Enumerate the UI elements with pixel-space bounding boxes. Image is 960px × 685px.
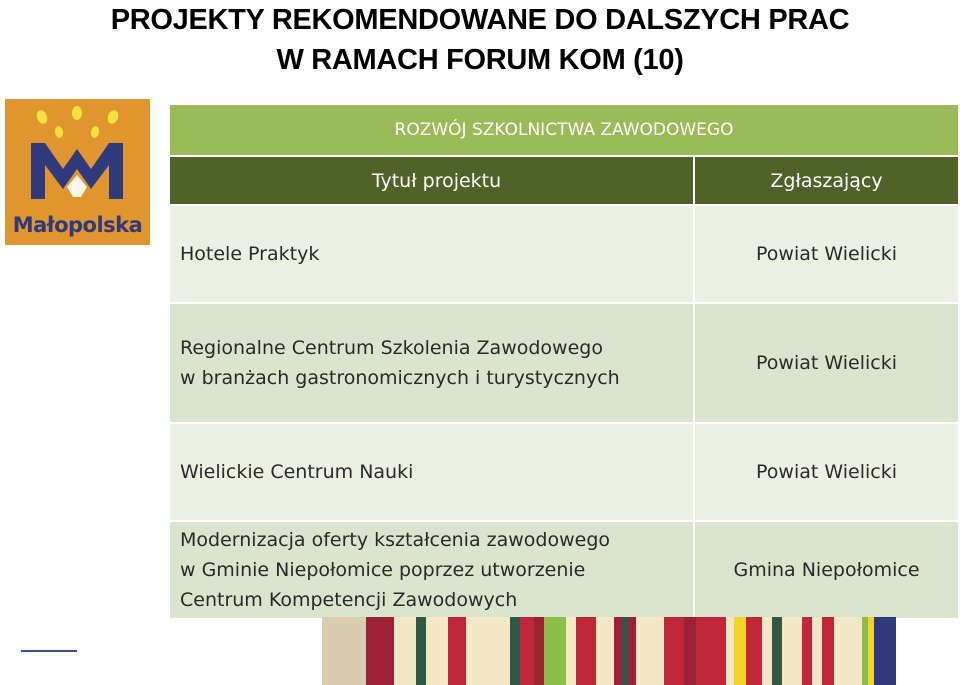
- applicant-cell: Powiat Wielicki: [756, 352, 897, 374]
- applicant-cell: Gmina Niepołomice: [733, 559, 920, 581]
- table-row: [170, 304, 958, 424]
- malopolska-logo: [5, 99, 150, 245]
- table-section-title: ROZWÓJ SZKOLNICTWA ZAWODOWEGO: [170, 105, 958, 157]
- header-applicant: Zgłaszający: [770, 169, 883, 192]
- project-title-line: Modernizacja oferty kształcenia zawodowego: [180, 529, 611, 551]
- project-title-cell: [170, 522, 695, 618]
- footer-accent-line: [21, 650, 77, 652]
- project-title-line: Wielickie Centrum Nauki: [180, 461, 414, 483]
- slide-title-line-2: W RAMACH FORUM KOM (10): [276, 44, 684, 76]
- table-row: [170, 206, 958, 304]
- header-project-title: Tytuł projektu: [170, 157, 695, 204]
- projects-table: [170, 105, 958, 620]
- slide-title-line-1: PROJEKTY REKOMENDOWANE DO DALSZYCH PRAC: [110, 4, 850, 36]
- slide-title: [0, 0, 960, 80]
- footer-stripes-decoration: [322, 617, 896, 685]
- applicant-cell: Powiat Wielicki: [756, 461, 897, 483]
- table-row: [170, 522, 958, 620]
- logo-text: Małopolska: [12, 213, 143, 237]
- table-row: [170, 424, 958, 522]
- project-title-line: Hotele Praktyk: [180, 243, 320, 265]
- project-title-cell: [170, 304, 695, 422]
- project-title-cell: [170, 424, 695, 520]
- project-title-line: w Gminie Niepołomice poprzez utworzenie: [180, 559, 586, 581]
- project-title-line: Centrum Kompetencji Zawodowych: [180, 589, 518, 611]
- project-title-line: w branżach gastronomicznych i turystycznych: [180, 367, 620, 389]
- applicant-cell: Powiat Wielicki: [756, 243, 897, 265]
- table-header-row: [170, 157, 958, 206]
- project-title-line: Regionalne Centrum Szkolenia Zawodowego: [180, 337, 603, 359]
- project-title-cell: [170, 206, 695, 302]
